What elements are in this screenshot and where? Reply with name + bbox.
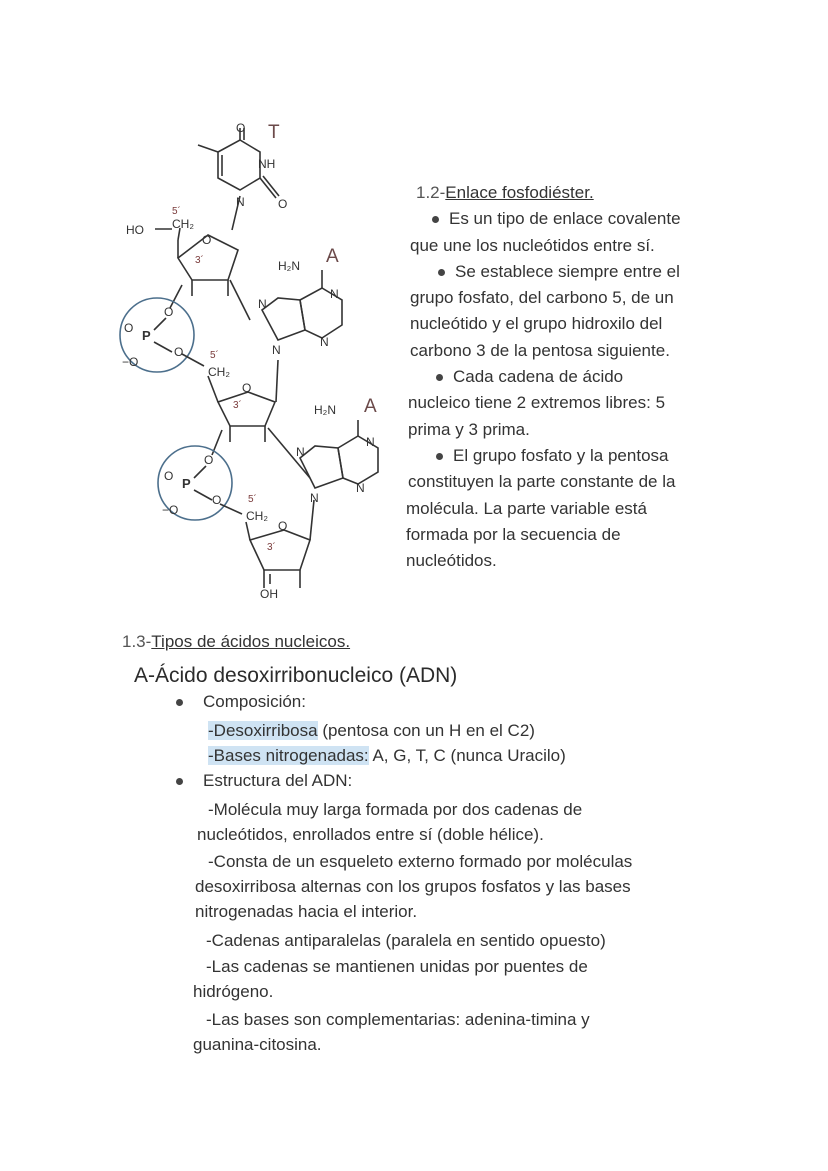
adenine2-n2: N [356, 481, 365, 495]
bullet-dot [432, 216, 439, 223]
composition-line-1-rest: (pentosa con un H en el C2) [317, 721, 535, 740]
prime-3-1: 3´ [195, 255, 204, 266]
structure-line-6: -Cadenas antiparalelas (paralela en sentido opuesto) [206, 931, 606, 950]
structure-line-9: -Las bases son complementarias: adenina-timina y [206, 1010, 590, 1029]
adenine1-h2n: H₂N [278, 259, 300, 273]
composition-line-2-rest: A, G, T, C (nunca Uracilo) [368, 746, 566, 765]
bullet-3 [406, 364, 736, 443]
bullet-4-line-3: molécula. La parte variable está [406, 498, 647, 518]
prime-5-3: 5´ [248, 494, 257, 505]
bullet-2-line-2: grupo fosfato, del carbono 5, de un [410, 288, 674, 308]
section-1-2 [406, 180, 736, 574]
structure-line-7: -Las cadenas se mantienen unidas por puentes de [206, 957, 588, 976]
adenine1-n3: N [258, 297, 267, 311]
bullet-3-line-3: prima y 3 prima. [408, 419, 530, 439]
base-label-a1: A [326, 246, 339, 267]
adenine2-n3: N [296, 445, 305, 459]
phosphate2-p: P [182, 476, 191, 491]
bullet-1-line-1: Es un tipo de enlace covalente [449, 209, 681, 229]
structure-line-5: nitrogenadas hacia el interior. [195, 902, 418, 921]
bullet-3-line-2: nucleico tiene 2 extremos libres: 5 [408, 393, 666, 413]
sugar-3 [246, 493, 314, 601]
thymine-n: N [236, 195, 245, 209]
phosphate-group-1 [120, 298, 204, 372]
phosphate1-o-double: O [124, 321, 134, 335]
structure-line-10: guanina-citosina. [193, 1035, 322, 1054]
phosphate2-o-double: O [164, 469, 174, 483]
bullet-2-line-4: carbono 3 de la pentosa siguiente. [410, 340, 670, 360]
bullet-dot [436, 374, 443, 381]
base-label-t: T [268, 122, 280, 143]
composition-line-2 [208, 746, 566, 766]
bullet-1 [406, 206, 736, 259]
base-label-a2: A [364, 396, 377, 417]
adenine2-n4: N [310, 491, 319, 505]
bullet-dot [436, 453, 443, 460]
structure-line-2: nucleótidos, enrollados entre sí (doble hélice). [197, 825, 544, 844]
sugar3-o: O [278, 519, 288, 533]
structure-line-1: -Molécula muy larga formada por dos cadenas de [208, 800, 583, 819]
section-1-3-title: Tipos de ácidos nucleicos. [151, 632, 351, 651]
structure-item [176, 771, 352, 791]
structure-line-3: -Consta de un esqueleto externo formado por moléculas [208, 852, 633, 871]
phosphate-group-2 [158, 446, 242, 520]
thymine-o1: O [236, 121, 246, 135]
dna-chain-diagram [100, 110, 410, 610]
adenine1-n2: N [320, 335, 329, 349]
sugar2-o: O [242, 381, 252, 395]
bullet-4-line-4: formada por la secuencia de [406, 524, 621, 544]
adenine2-n1: N [366, 435, 375, 449]
structure-line-4: desoxirribosa alternas con los grupos fosfatos y las bases [195, 877, 631, 896]
phosphate1-o-top: O [164, 305, 174, 319]
adenine1-n1: N [330, 287, 339, 301]
bullet-1-line-2: que une los nucleótidos entre sí. [410, 235, 655, 255]
sugar2-ch2: CH₂ [208, 365, 230, 379]
composition-item [176, 692, 306, 712]
bullet-4 [406, 443, 736, 574]
bases-highlight: -Bases nitrogenadas: [208, 746, 369, 765]
phosphate1-minus-o: −O [122, 355, 139, 369]
section-1-3-heading [122, 632, 350, 652]
composition-line-1 [208, 721, 535, 741]
prime-5-1: 5´ [172, 206, 181, 217]
sugar1-o: O [202, 233, 212, 247]
bullet-dot [176, 778, 183, 785]
sugar-2 [208, 349, 278, 455]
ho-label: HO [126, 223, 144, 237]
thymine-base [198, 121, 287, 211]
adenine2-h2n: H₂N [314, 403, 336, 417]
bullet-2-line-3: nucleótido y el grupo hidroxilo del [410, 314, 663, 334]
phosphate2-minus-o: −O [162, 503, 179, 517]
bullet-4-line-2: constituyen la parte constante de la [408, 472, 676, 492]
prime-3-2: 3´ [233, 400, 242, 411]
sugar1-ch2: CH₂ [172, 217, 194, 231]
bullet-dot [176, 699, 183, 706]
phosphate2-o-top: O [204, 453, 214, 467]
desoxirribosa-highlight: -Desoxirribosa [208, 721, 318, 740]
bullet-4-line-1: El grupo fosfato y la pentosa [453, 445, 669, 465]
section-1-2-number: 1.2- [416, 183, 446, 202]
bullet-2 [406, 259, 736, 364]
bullet-2-line-1: Se establece siempre entre el [455, 261, 680, 281]
phosphate2-o-right: O [212, 493, 222, 507]
adn-subtitle: A-Ácido desoxirribonucleico (ADN) [134, 664, 458, 687]
section-1-3-number: 1.3- [122, 632, 152, 651]
prime-3-3: 3´ [267, 542, 276, 553]
adenine1-n4: N [272, 343, 281, 357]
section-1-2-heading [416, 180, 736, 206]
adenine-base-1 [230, 246, 342, 357]
phosphate1-o-right: O [174, 345, 184, 359]
adenine-base-2 [268, 396, 378, 505]
bullet-3-line-1: Cada cadena de ácido [453, 367, 624, 387]
sugar3-ch2: CH₂ [246, 509, 268, 523]
thymine-o2: O [278, 197, 288, 211]
section-1-2-title: Enlace fosfodiéster. [445, 183, 594, 202]
thymine-nh: NH [258, 157, 276, 171]
bullet-dot [438, 269, 445, 276]
structure-label: Estructura del ADN: [203, 771, 353, 790]
oh-label: OH [260, 587, 278, 601]
composition-label: Composición: [203, 692, 306, 711]
sugar-1 [126, 196, 240, 308]
bullet-4-line-5: nucleótidos. [406, 551, 497, 571]
structure-line-8: hidrógeno. [193, 982, 274, 1001]
prime-5-2: 5´ [210, 350, 219, 361]
phosphate1-p: P [142, 328, 151, 343]
